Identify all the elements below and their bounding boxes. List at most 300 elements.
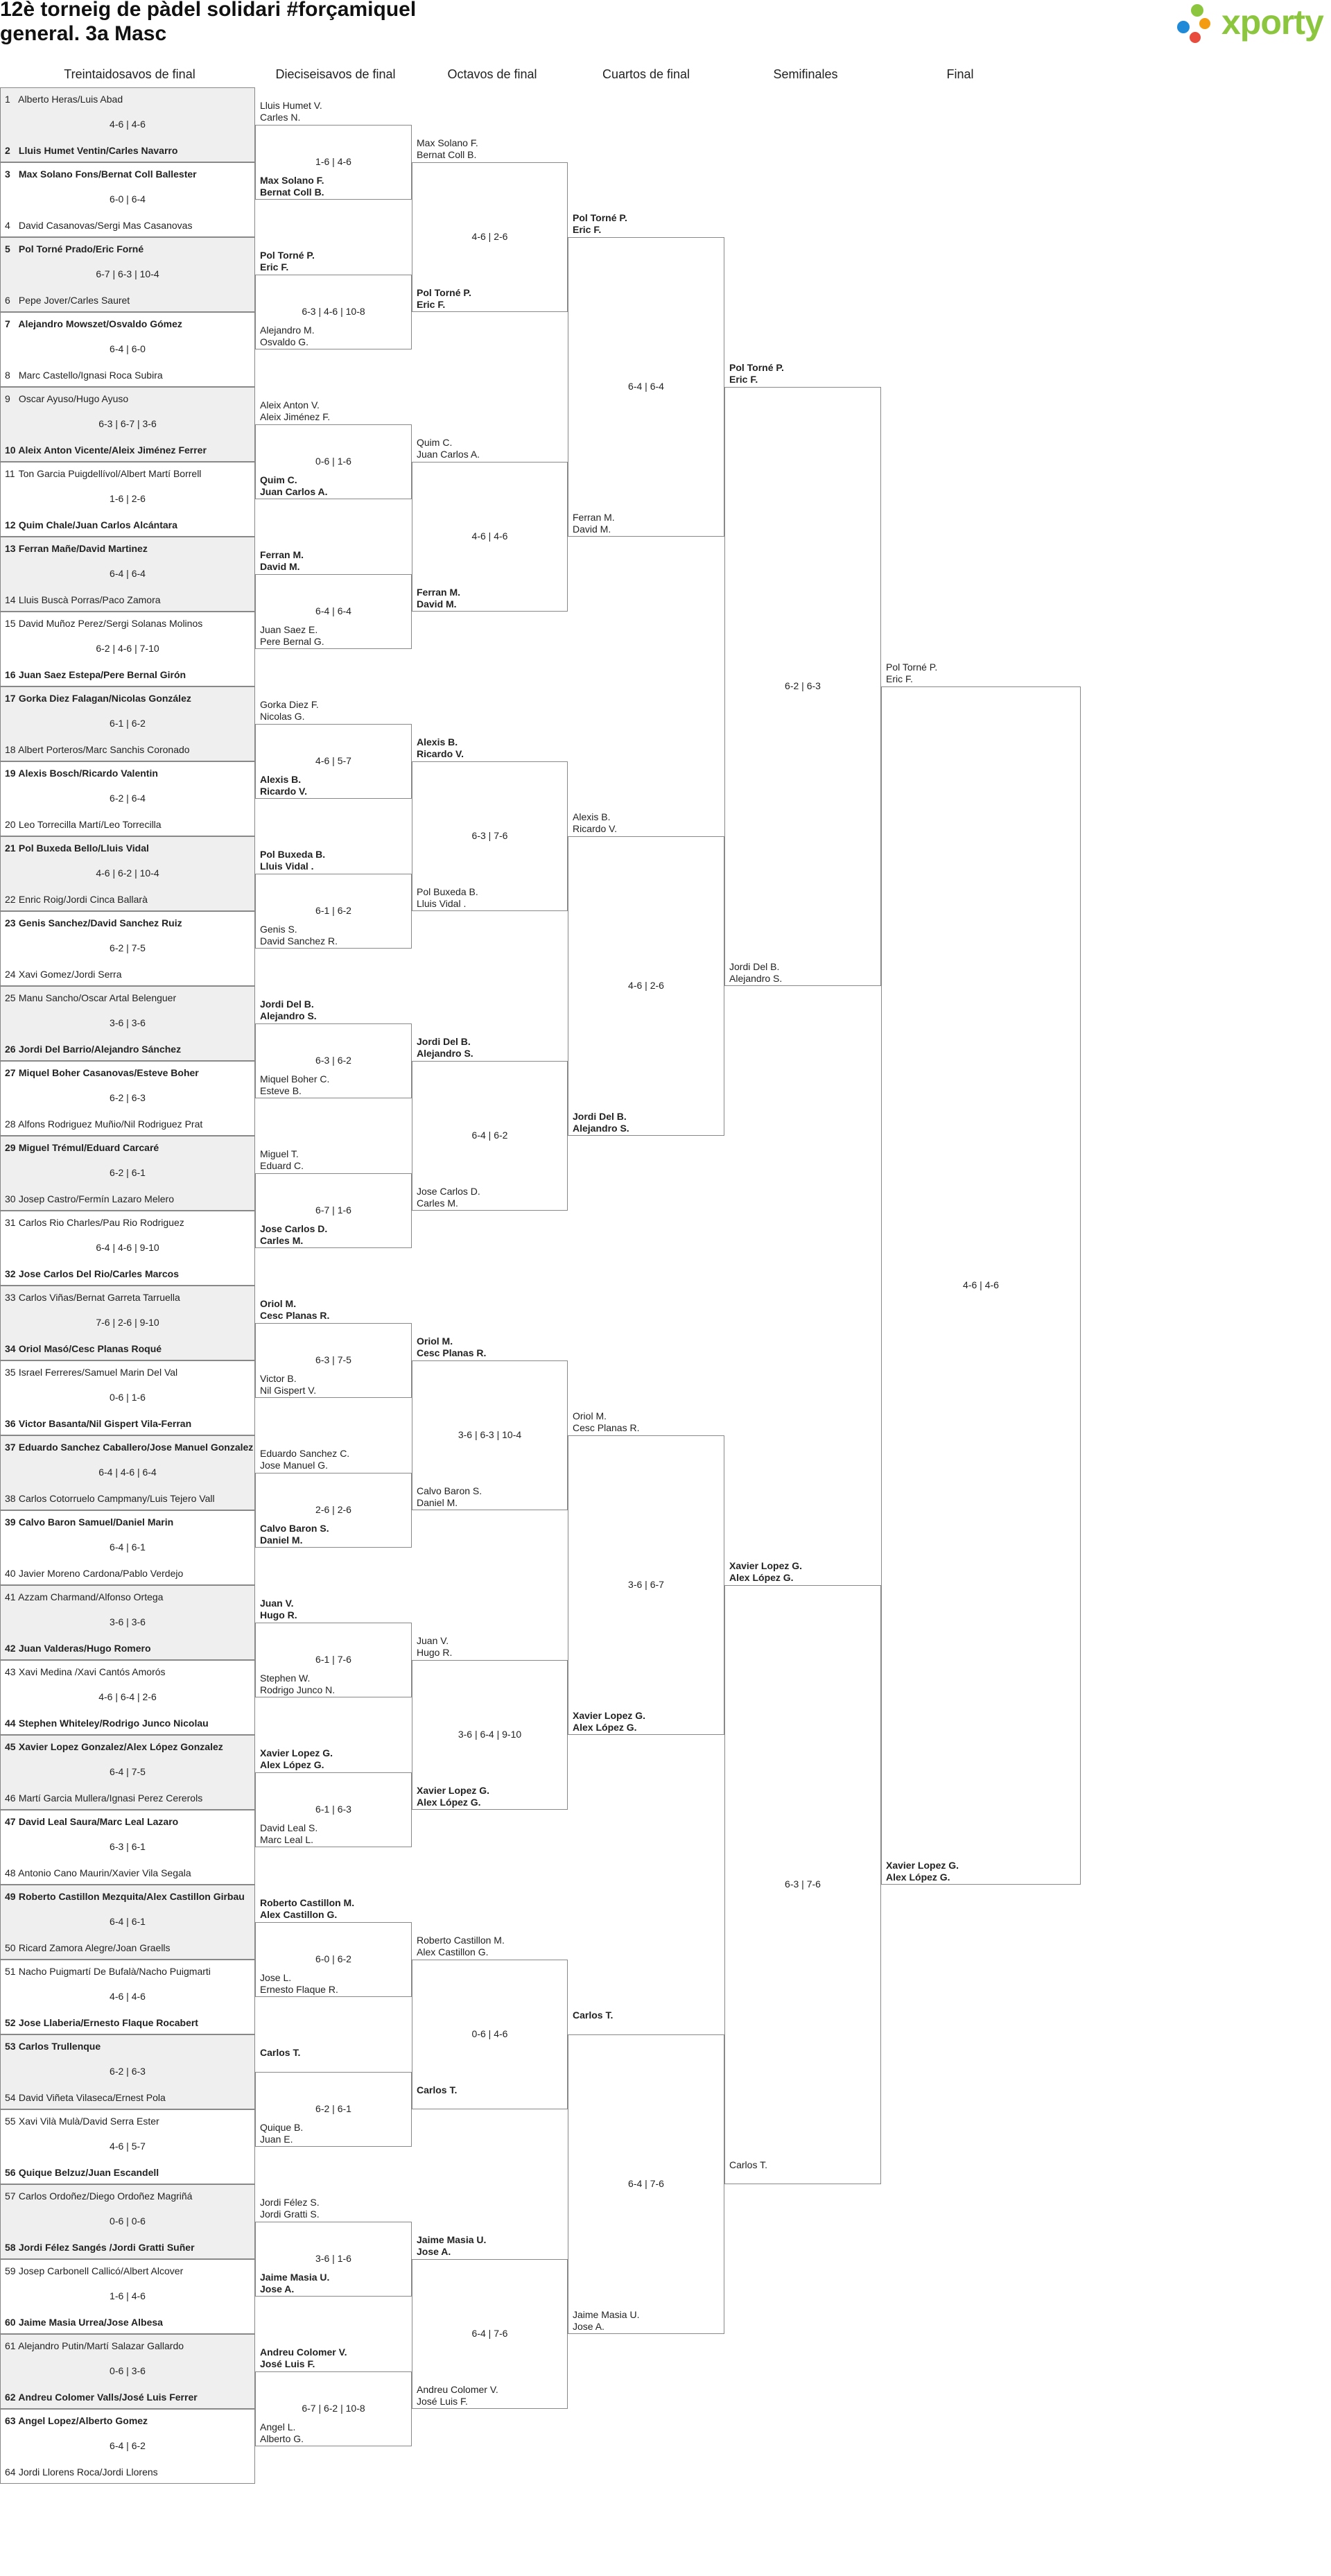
team-row (5, 519, 253, 530)
player-name: Jordi Félez S. (260, 2197, 320, 2208)
team-name: Enric Roig/Jordi Cinca Ballarà (18, 894, 148, 905)
seed-number: 45 (5, 1741, 16, 1752)
player-name: Hugo R. (417, 1647, 453, 1658)
seed-number: 34 (5, 1343, 16, 1354)
team-name: David Viñeta Vilaseca/Ernest Pola (18, 2092, 166, 2103)
team-name: Carlos Ordoñez/Diego Ordoñez Magriñá (18, 2190, 193, 2202)
team-pair (417, 287, 471, 311)
match-cell[interactable] (0, 686, 255, 761)
seed-number: 9 (5, 393, 10, 404)
player-name: Alex Castillon G. (260, 1909, 338, 1920)
team-row (5, 393, 253, 404)
team-row (5, 744, 253, 755)
match-cell[interactable] (0, 312, 255, 387)
team-row (5, 1891, 253, 1902)
team-pair (260, 1223, 327, 1247)
team-row (5, 2092, 253, 2103)
player-name: Jose L. (260, 1972, 292, 1983)
team-name: Juan Valderas/Hugo Romero (18, 1643, 151, 1654)
team-pair (417, 1785, 489, 1808)
team-pair (260, 1598, 297, 1621)
match-score: 6-4 | 6-0 (110, 343, 146, 354)
match-cell[interactable] (0, 87, 255, 162)
match-score: 6-4 | 6-2 (110, 2440, 146, 2451)
player-name: Calvo Baron S. (260, 1523, 329, 1534)
team-name: Carlos Cotorruelo Campmany/Luis Tejero Vall (18, 1493, 215, 1504)
team-name: Juan Saez Estepa/Pere Bernal Girón (18, 669, 186, 680)
team-row (5, 1741, 253, 1752)
seed-number: 31 (5, 1217, 16, 1228)
seed-number: 13 (5, 543, 16, 554)
team-name: David Casanovas/Sergi Mas Casanovas (18, 220, 193, 231)
match-score: 0-6 | 0-6 (110, 2215, 146, 2227)
match-cell[interactable] (0, 761, 255, 836)
match-cell[interactable] (0, 2184, 255, 2259)
match-cell[interactable] (0, 1510, 255, 1585)
seed-number: 12 (5, 519, 16, 530)
team-pair (260, 1972, 338, 1996)
team-row (5, 370, 253, 381)
player-name: Juan Saez E. (260, 624, 318, 635)
seed-number: 53 (5, 2041, 16, 2052)
match-score: 6-2 | 6-1 (315, 2103, 351, 2114)
seed-number: 47 (5, 1816, 16, 1827)
player-name: Juan E. (260, 2134, 293, 2145)
match-score: 6-3 | 7-5 (315, 1354, 351, 1365)
player-name: Esteve B. (260, 1085, 302, 1096)
match-score: 6-4 | 6-2 (471, 1130, 508, 1141)
team-pair (573, 811, 617, 835)
team-name: David Leal Saura/Marc Leal Lazaro (18, 1816, 179, 1827)
team-pair (260, 2421, 304, 2445)
seed-number: 63 (5, 2415, 16, 2426)
player-name: Alex López G. (729, 1572, 794, 1583)
player-name: Quique B. (260, 2122, 304, 2133)
seed-number: 62 (5, 2392, 16, 2403)
match-cell[interactable] (0, 162, 255, 237)
player-name: Cesc Planas R. (573, 1422, 640, 1433)
player-name: Marc Leal L. (260, 1834, 314, 1845)
team-row (5, 1193, 253, 1204)
match-cell[interactable] (0, 1286, 255, 1360)
team-name: Lluis Buscà Porras/Paco Zamora (18, 594, 161, 605)
match-cell[interactable] (0, 537, 255, 612)
team-name: Marc Castello/Ignasi Roca Subira (18, 370, 163, 381)
team-name: Martí Garcia Mullera/Ignasi Perez Cererols (18, 1792, 203, 1804)
team-row (5, 992, 253, 1003)
player-name: Jose A. (417, 2246, 451, 2257)
logo-dot-blue-icon (1177, 21, 1190, 33)
player-name: David M. (573, 524, 611, 535)
team-row (5, 1044, 253, 1055)
player-name: Gorka Diez F. (260, 699, 319, 710)
team-name: Leo Torrecilla Martí/Leo Torrecilla (18, 819, 162, 830)
match-cell[interactable] (0, 1810, 255, 1885)
team-pair (260, 849, 325, 872)
team-row (5, 1067, 253, 1078)
player-name: Xavier Lopez G. (417, 1785, 490, 1796)
match-cell[interactable] (0, 2259, 255, 2334)
seed-number: 16 (5, 669, 16, 680)
seed-number: 44 (5, 1718, 16, 1729)
match-score: 6-3 | 6-2 (315, 1055, 351, 1066)
team-row (5, 1516, 253, 1528)
team-row (5, 2017, 253, 2028)
team-name: Jaime Masia Urrea/Jose Albesa (18, 2317, 163, 2328)
team-row (5, 94, 253, 105)
match-score: 6-2 | 6-3 (785, 680, 821, 691)
team-row (5, 444, 253, 456)
match-score: 4-6 | 4-6 (963, 1279, 999, 1290)
team-pair (260, 1822, 317, 1846)
seed-number: 15 (5, 618, 16, 629)
player-name: Jaime Masia U. (417, 2234, 487, 2245)
team-row (5, 1118, 253, 1130)
team-row (5, 618, 253, 629)
team-row (5, 543, 253, 554)
player-name: Jose Carlos D. (417, 1186, 480, 1197)
player-name: Bernat Coll B. (417, 149, 477, 160)
match-cell[interactable] (0, 986, 255, 1061)
match-cell[interactable] (0, 2109, 255, 2184)
seed-number: 52 (5, 2017, 16, 2028)
player-name: Oriol M. (417, 1335, 453, 1347)
team-name: Pol Torné Prado/Eric Forné (18, 243, 144, 254)
player-name: Eduardo Sanchez C. (260, 1448, 350, 1459)
player-name: Nicolas G. (260, 711, 305, 722)
team-row (5, 2466, 253, 2478)
team-pair (573, 212, 627, 236)
team-name: Miguel Trémul/Eduard Carcaré (18, 1142, 159, 1153)
seed-number: 17 (5, 693, 16, 704)
match-score: 4-6 | 6-2 | 10-4 (96, 867, 159, 879)
player-name: Roberto Castillon M. (417, 1935, 505, 1946)
player-name: David Sanchez R. (260, 935, 338, 946)
player-name: José Luis F. (417, 2396, 468, 2407)
player-name: Eric F. (729, 374, 758, 385)
team-name: Xavi Gomez/Jordi Serra (18, 969, 122, 980)
match-score: 0-6 | 1-6 (315, 456, 351, 467)
team-name: Eduardo Sanchez Caballero/Jose Manuel Gonzalez (18, 1442, 253, 1453)
match-score: 3-6 | 6-3 | 10-4 (458, 1429, 522, 1440)
match-cell[interactable] (0, 387, 255, 462)
team-pair (260, 549, 304, 573)
team-pair (417, 1485, 482, 1509)
match-cell[interactable] (0, 1735, 255, 1810)
player-name: Alex López G. (886, 1872, 950, 1883)
team-pair (886, 1860, 959, 1883)
team-name: Jordi Félez Sangés /Jordi Gratti Suñer (18, 2242, 195, 2253)
match-cell[interactable] (0, 911, 255, 986)
match-score: 6-1 | 6-3 (315, 1804, 351, 1815)
team-name: Victor Basanta/Nil Gispert Vila-Ferran (18, 1418, 192, 1429)
player-name: Bernat Coll B. (260, 187, 324, 198)
team-name: Jose Llaberia/Ernesto Flaque Rocabert (18, 2017, 198, 2028)
match-cell[interactable] (0, 1136, 255, 1211)
team-name: Josep Carbonell Callicó/Albert Alcover (18, 2265, 184, 2276)
team-name: Pol Buxeda Bello/Lluis Vidal (18, 842, 149, 854)
player-name: Juan Carlos A. (260, 486, 328, 497)
team-row (5, 243, 253, 254)
player-name: Jordi Del B. (417, 1036, 471, 1047)
match-score: 6-4 | 7-6 (628, 2178, 664, 2189)
team-row (5, 1816, 253, 1827)
match-score: 3-6 | 6-4 | 9-10 (458, 1729, 522, 1740)
player-name: Aleix Jiménez F. (260, 411, 331, 422)
match-cell[interactable] (0, 2034, 255, 2109)
team-name: Pepe Jover/Carles Sauret (18, 295, 130, 306)
seed-number: 54 (5, 2092, 16, 2103)
match-score: 6-2 | 6-1 (110, 1167, 146, 1178)
player-name: Hugo R. (260, 1609, 297, 1620)
match-cell[interactable] (0, 612, 255, 686)
team-row (5, 2265, 253, 2276)
seed-number: 64 (5, 2466, 16, 2478)
player-name: Aleix Anton V. (260, 399, 320, 410)
match-cell[interactable] (0, 1660, 255, 1735)
player-name: Carlos T. (260, 2047, 301, 2058)
match-score: 3-6 | 3-6 (110, 1017, 146, 1028)
player-name: Ernesto Flaque R. (260, 1984, 338, 1995)
team-row (5, 969, 253, 980)
team-name: Jordi Llorens Roca/Jordi Llorens (18, 2466, 158, 2478)
team-pair (417, 587, 460, 610)
match-score: 2-6 | 2-6 (315, 1504, 351, 1515)
team-name: Alfons Rodriguez Muñio/Nil Rodriguez Prat (18, 1118, 203, 1130)
match-score: 6-4 | 6-4 (628, 381, 664, 392)
team-pair (886, 662, 937, 685)
team-pair (417, 1036, 473, 1060)
player-name: Xavier Lopez G. (729, 1560, 803, 1571)
player-name: Andreu Colomer V. (417, 2384, 498, 2395)
seed-number: 48 (5, 1867, 16, 1878)
team-row (5, 2340, 253, 2351)
match-score: 6-2 | 6-3 (110, 2066, 146, 2077)
player-name: Miguel T. (260, 1148, 299, 1159)
player-name: Juan Carlos A. (417, 449, 480, 460)
match-score: 1-6 | 4-6 (110, 2290, 146, 2301)
match-score: 1-6 | 2-6 (110, 493, 146, 504)
xporty-logo[interactable] (1172, 0, 1331, 49)
player-name: Oriol M. (260, 1298, 297, 1309)
match-cell[interactable] (0, 2334, 255, 2409)
player-name: David M. (417, 598, 457, 610)
match-score: 0-6 | 3-6 (110, 2365, 146, 2376)
player-name: Daniel M. (417, 1497, 458, 1508)
player-name: Miquel Boher C. (260, 1073, 330, 1084)
player-name: Genis S. (260, 924, 297, 935)
match-score: 6-4 | 6-4 (315, 605, 351, 616)
team-row (5, 1568, 253, 1579)
team-row (5, 2242, 253, 2253)
team-pair (260, 474, 328, 498)
player-name: Carlos T. (729, 2159, 767, 2170)
team-pair (260, 1298, 329, 1322)
seed-number: 43 (5, 1666, 16, 1677)
team-name: Antonio Cano Maurin/Xavier Vila Segala (18, 1867, 191, 1878)
seed-number: 39 (5, 1516, 16, 1528)
logo-dot-red-icon (1190, 32, 1201, 43)
match-score: 4-6 | 2-6 (628, 980, 664, 991)
match-score: 4-6 | 4-6 (110, 1991, 146, 2002)
player-name: Carles M. (417, 1198, 458, 1209)
player-name: Eric F. (573, 224, 602, 235)
match-score: 4-6 | 4-6 (471, 530, 508, 542)
match-cell[interactable] (0, 1960, 255, 2034)
match-cell[interactable] (0, 1211, 255, 1286)
seed-number: 38 (5, 1493, 16, 1504)
match-score: 6-2 | 6-3 (110, 1092, 146, 1103)
seed-number: 5 (5, 243, 10, 254)
logo-text: xporty (1221, 3, 1323, 42)
team-row (5, 917, 253, 928)
match-score: 6-0 | 6-4 (110, 193, 146, 205)
player-name: Juan V. (417, 1635, 449, 1646)
team-row (5, 693, 253, 704)
team-pair (260, 2197, 320, 2220)
team-name: David Muñoz Perez/Sergi Solanas Molinos (18, 618, 203, 629)
team-name: Azzam Charmand/Alfonso Ortega (18, 1591, 164, 1602)
player-name: Alberto G. (260, 2433, 304, 2444)
seed-number: 23 (5, 917, 16, 928)
player-name: Angel L. (260, 2421, 296, 2432)
match-score: 6-4 | 6-4 (110, 568, 146, 579)
team-row (5, 145, 253, 156)
team-name: Carlos Rio Charles/Pau Rio Rodriguez (18, 1217, 184, 1228)
team-pair (417, 1935, 505, 1958)
team-name: Alberto Heras/Luis Abad (18, 94, 123, 105)
team-row (5, 1367, 253, 1378)
player-name: Cesc Planas R. (260, 1310, 330, 1321)
match-score: 4-6 | 5-7 (315, 755, 351, 766)
player-name: Pere Bernal G. (260, 636, 324, 647)
team-pair (417, 137, 478, 161)
seed-number: 18 (5, 744, 16, 755)
seed-number: 49 (5, 1891, 16, 1902)
team-row (5, 819, 253, 830)
team-row (5, 1442, 253, 1453)
team-row (5, 1268, 253, 1279)
team-row (5, 1942, 253, 1953)
match-cell[interactable] (0, 1435, 255, 1510)
match-score: 6-4 | 7-5 (110, 1766, 146, 1777)
seed-number: 24 (5, 969, 16, 980)
team-pair (417, 1335, 486, 1359)
team-name: Max Solano Fons/Bernat Coll Ballester (18, 168, 197, 180)
player-name: Ferran M. (417, 587, 461, 598)
team-name: Angel Lopez/Alberto Gomez (18, 2415, 148, 2426)
seed-number: 27 (5, 1067, 16, 1078)
match-score: 6-2 | 7-5 (110, 942, 146, 953)
team-pair (260, 699, 319, 723)
team-row (5, 2116, 253, 2127)
team-pair (729, 1560, 802, 1584)
title-line-2: general. 3a Masc (0, 22, 167, 45)
team-name: Xavi Medina /Xavi Cantós Amorós (18, 1666, 166, 1677)
match-score: 6-7 | 6-3 | 10-4 (96, 268, 159, 279)
player-name: Jordi Del B. (729, 961, 780, 972)
team-name: Oriol Masó/Cesc Planas Roqué (18, 1343, 162, 1354)
match-cell[interactable] (0, 2409, 255, 2484)
team-pair (260, 1073, 329, 1097)
match-score: 6-0 | 6-2 (315, 1953, 351, 1964)
player-name: Eduard C. (260, 1160, 304, 1171)
team-pair (260, 1373, 316, 1397)
match-cell[interactable] (0, 1585, 255, 1660)
team-row (5, 1493, 253, 1504)
player-name: Stephen W. (260, 1672, 311, 1684)
match-score: 3-6 | 3-6 (110, 1616, 146, 1627)
team-row (5, 2317, 253, 2328)
match-score: 6-3 | 6-1 (110, 1841, 146, 1852)
seed-number: 51 (5, 1966, 16, 1977)
player-name: Alex López G. (417, 1797, 481, 1808)
match-score: 4-6 | 2-6 (471, 231, 508, 242)
seed-number: 10 (5, 444, 16, 456)
match-cell[interactable] (0, 1061, 255, 1136)
seed-number: 57 (5, 2190, 16, 2202)
player-name: Jordi Del B. (573, 1111, 627, 1122)
player-name: Pol Buxeda B. (417, 886, 478, 897)
player-name: Eric F. (417, 299, 446, 310)
match-cell[interactable] (0, 836, 255, 911)
team-name: Xavi Vilà Mulà/David Serra Ester (18, 2116, 159, 2127)
seed-number: 33 (5, 1292, 16, 1303)
team-row (5, 1591, 253, 1602)
team-row (5, 768, 253, 779)
player-name: Victor B. (260, 1373, 297, 1384)
seed-number: 61 (5, 2340, 16, 2351)
page-title (0, 0, 416, 46)
team-pair (573, 1111, 629, 1134)
team-name: Calvo Baron Samuel/Daniel Marin (18, 1516, 174, 1528)
match-cell[interactable] (0, 1885, 255, 1960)
player-name: Cesc Planas R. (417, 1347, 487, 1358)
match-cell[interactable] (0, 237, 255, 312)
team-row (5, 1966, 253, 1977)
team-name: Jordi Del Barrio/Alejandro Sánchez (18, 1044, 182, 1055)
player-name: Alejandro S. (417, 1048, 473, 1059)
title-line-1: 12è torneig de pàdel solidari #forçamiquel (0, 0, 417, 21)
round-header: Treintaidosavos de final (64, 67, 195, 81)
player-name: Lluis Humet V. (260, 100, 322, 111)
seed-number: 40 (5, 1568, 16, 1579)
player-name: David M. (260, 561, 300, 572)
team-name: Carlos Viñas/Bernat Garreta Tarruella (18, 1292, 180, 1303)
team-pair (260, 1747, 333, 1771)
logo-dot-green-icon (1191, 4, 1203, 17)
seed-number: 41 (5, 1591, 16, 1602)
match-cell[interactable] (0, 462, 255, 537)
player-name: Daniel M. (260, 1535, 303, 1546)
player-name: Lluis Vidal . (417, 898, 467, 909)
team-row (5, 1292, 253, 1303)
match-score: 6-1 | 7-6 (315, 1654, 351, 1665)
seed-number: 26 (5, 1044, 16, 1055)
team-pair (573, 2009, 613, 2021)
match-cell[interactable] (0, 1360, 255, 1435)
player-name: Alexis B. (417, 736, 458, 747)
team-pair (260, 2272, 329, 2295)
seed-number: 60 (5, 2317, 16, 2328)
player-name: Carles N. (260, 112, 301, 123)
player-name: Pol Torné P. (417, 287, 471, 298)
team-name: Ton Garcia Puigdellívol/Albert Martí Borrell (18, 468, 202, 479)
seed-number: 4 (5, 220, 10, 231)
player-name: Alexis B. (573, 811, 611, 822)
team-name: Alejandro Putin/Martí Salazar Gallardo (18, 2340, 184, 2351)
team-name: Quique Belzuz/Juan Escandell (18, 2167, 159, 2178)
